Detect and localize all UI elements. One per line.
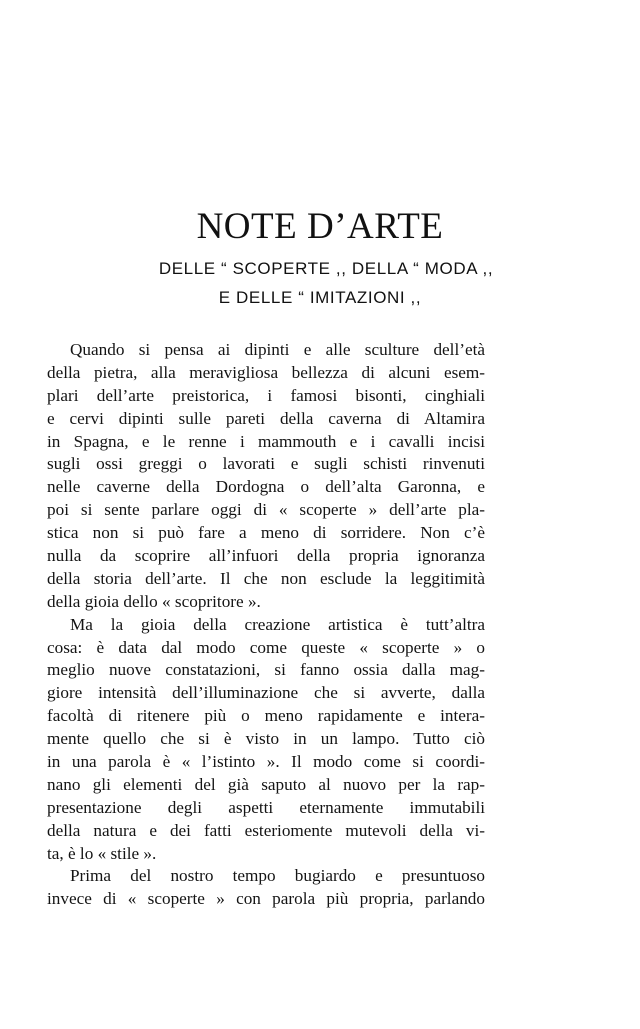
- chapter-subtitle-line-2: E DELLE “ IMITAZIONI ,,: [218, 288, 422, 307]
- text-line: sugli ossi greggi o lavorati e sugli schisti rinvenuti: [47, 454, 485, 474]
- text-line: nano gli elementi del già saputo al nuovo per la rap-: [47, 774, 485, 794]
- text-line: cosa: è data dal modo come queste « scoperte » o: [47, 637, 485, 657]
- text-line: della gioia dello « scopritore ».: [47, 591, 261, 611]
- text-line: ta, è lo « stile ».: [47, 843, 157, 863]
- text-line: stica non si può fare a meno di sorridere. Non c’è: [47, 523, 485, 543]
- text-line: presentazione degli aspetti eternamente immutabili: [47, 797, 485, 817]
- text-line: Quando si pensa ai dipinti e alle sculture dell’età: [70, 340, 485, 359]
- text-line: della natura e dei fatti esteriomente mutevoli della vi-: [47, 820, 485, 840]
- text-line: facoltà di ritenere più o meno rapidamente e intera-: [47, 706, 485, 726]
- text-line: poi si sente parlare oggi di « scoperte » dell’arte pla-: [47, 500, 485, 520]
- body-text: [47, 339, 485, 911]
- text-line: della storia dell’arte. Il che non esclude la leggitimità: [47, 568, 485, 588]
- text-line: meglio nuove constatazioni, si fanno ossia dalla mag-: [47, 660, 485, 680]
- text-line: Prima del nostro tempo bugiardo e presuntuoso: [70, 866, 485, 886]
- text-line: Ma la gioia della creazione artistica è tutt’altra: [70, 614, 485, 634]
- text-line: giore intensità dell’illuminazione che si avverte, dalla: [47, 683, 485, 703]
- text-line: e cervi dipinti sulle pareti della caverna di Altamira: [47, 408, 485, 428]
- chapter-title: NOTE D’ARTE: [196, 206, 444, 247]
- text-line: nulla da scoprire all’infuori della propria ignoranza: [47, 546, 485, 566]
- text-line: in Spagna, e le renne i mammouth e i cavalli incisi: [47, 431, 485, 451]
- text-line: plari dell’arte preistorica, i famosi bisonti, cinghiali: [47, 385, 485, 405]
- chapter-subtitle-line-1: DELLE “ SCOPERTE ,, DELLA “ MODA ,,: [158, 259, 494, 278]
- text-line: mente quello che si è visto in un lampo. Tutto ciò: [47, 729, 485, 749]
- text-line: in una parola è « l’istinto ». Il modo come si coordi-: [47, 752, 485, 772]
- text-line: invece di « scoperte » con parola più propria, parlando: [47, 889, 485, 909]
- text-line: nelle caverne della Dordogna o dell’alta Garonna, e: [47, 477, 485, 497]
- text-line: della pietra, alla meravigliosa bellezza di alcuni esem-: [47, 362, 485, 382]
